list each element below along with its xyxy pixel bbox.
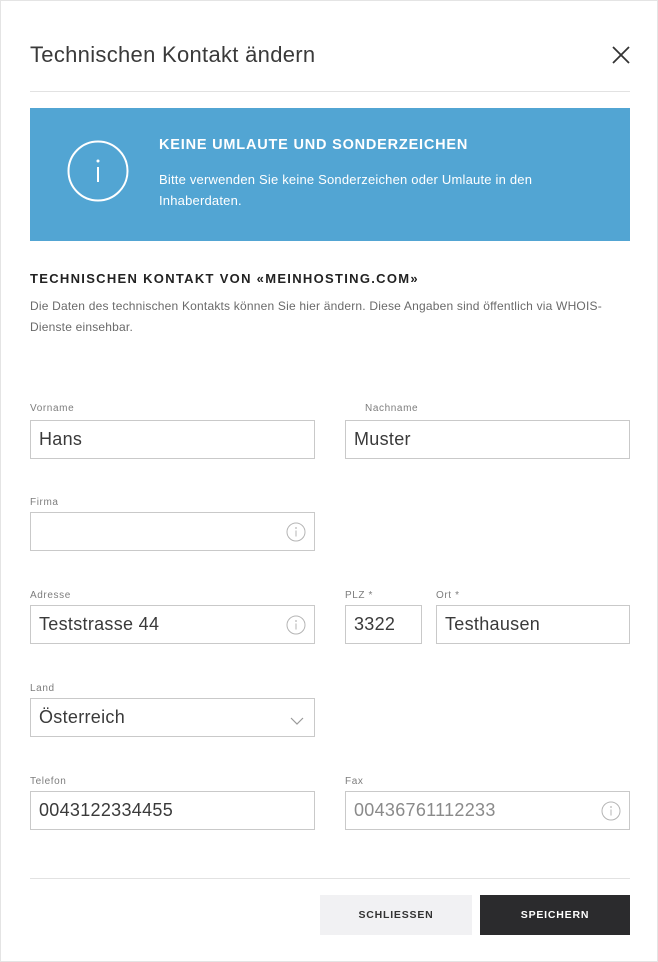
plz-label: PLZ * <box>345 590 374 601</box>
land-select[interactable] <box>30 698 315 737</box>
nachname-input[interactable] <box>346 421 629 458</box>
info-icon[interactable] <box>286 615 306 635</box>
plz-field <box>345 605 422 644</box>
telefon-field <box>30 791 315 830</box>
nachname-field <box>345 420 630 459</box>
info-alert <box>30 108 630 241</box>
firma-field <box>30 512 315 551</box>
chevron-down-icon[interactable] <box>290 713 304 723</box>
modal-title: Technischen Kontakt ändern <box>30 42 316 67</box>
footer-divider <box>30 878 630 879</box>
telefon-input[interactable] <box>31 792 314 829</box>
adresse-field <box>30 605 315 644</box>
fax-input[interactable] <box>346 792 629 829</box>
fax-field <box>345 791 630 830</box>
vorname-label: Vorname <box>30 403 75 414</box>
adresse-input[interactable] <box>31 606 314 643</box>
alert-text: Bitte verwenden Sie keine Sonderzeichen oder Umlaute in den Inhaberdaten. <box>159 172 533 208</box>
close-icon[interactable] <box>609 43 633 67</box>
adresse-label: Adresse <box>30 590 71 601</box>
nachname-label: Nachname <box>365 403 419 414</box>
vorname-input[interactable] <box>31 421 314 458</box>
alert-title: KEINE UMLAUTE UND SONDERZEICHEN <box>159 137 469 153</box>
ort-field <box>436 605 630 644</box>
header-divider <box>30 91 630 92</box>
save-button[interactable]: SPEICHERN <box>480 895 630 935</box>
section-description: Die Daten des technischen Kontakts können Sie hier ändern. Diese Angaben sind öffentlich via WHOIS-Dienste einsehbar. <box>30 299 602 334</box>
firma-label: Firma <box>30 497 59 508</box>
ort-label: Ort * <box>436 590 460 601</box>
firma-input[interactable] <box>31 513 314 550</box>
section-title: TECHNISCHEN KONTAKT VON «MEINHOSTING.COM» <box>30 271 419 286</box>
ort-input[interactable] <box>437 606 629 643</box>
telefon-label: Telefon <box>30 776 67 787</box>
fax-label: Fax <box>345 776 364 787</box>
land-label: Land <box>30 683 55 694</box>
vorname-field <box>30 420 315 459</box>
plz-input[interactable] <box>346 606 421 643</box>
info-icon <box>67 140 129 202</box>
land-select-value[interactable] <box>31 699 314 736</box>
info-icon[interactable] <box>286 522 306 542</box>
info-icon[interactable] <box>601 801 621 821</box>
close-button[interactable]: SCHLIESSEN <box>320 895 472 935</box>
